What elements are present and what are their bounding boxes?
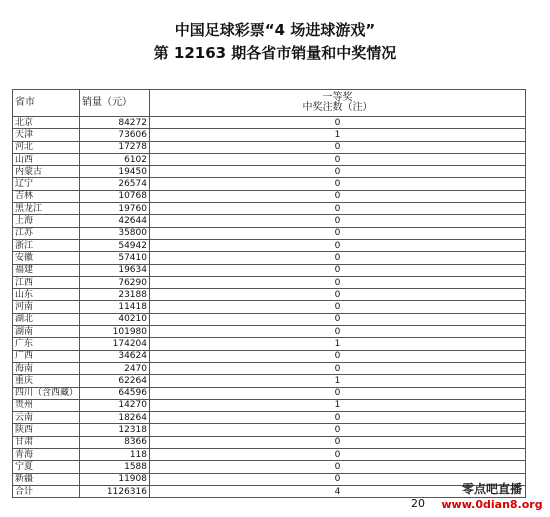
province-cell: 内蒙古: [13, 166, 80, 178]
table-row: [13, 264, 526, 276]
sales-cell: 23188: [80, 289, 150, 301]
table-row: [13, 190, 526, 202]
sales-cell: 11908: [80, 473, 150, 485]
winners-cell: 0: [150, 178, 526, 190]
winners-cell: 0: [150, 424, 526, 436]
table-row: [13, 362, 526, 374]
province-cell: 海南: [13, 362, 80, 374]
winners-cell: 0: [150, 117, 526, 129]
winners-cell: 0: [150, 473, 526, 485]
winners-cell: 0: [150, 227, 526, 239]
sales-cell: 64596: [80, 387, 150, 399]
province-cell: 湖北: [13, 313, 80, 325]
table-row: [13, 338, 526, 350]
table-row: [13, 350, 526, 362]
site-watermark: [436, 482, 548, 512]
winners-cell: 0: [150, 436, 526, 448]
header-prize-group: 一等奖: [322, 92, 353, 103]
table-header-row: [13, 90, 526, 117]
winners-cell: 0: [150, 387, 526, 399]
table-row: [13, 227, 526, 239]
province-cell: 广西: [13, 350, 80, 362]
table-row: [13, 203, 526, 215]
table-row: [13, 449, 526, 461]
province-cell: 黑龙江: [13, 203, 80, 215]
header-first-prize: [150, 90, 526, 117]
sales-cell: 76290: [80, 276, 150, 288]
table-row: [13, 412, 526, 424]
winners-cell: 1: [150, 338, 526, 350]
province-cell: 北京: [13, 117, 80, 129]
sales-cell: 14270: [80, 399, 150, 411]
table-row: [13, 239, 526, 251]
sales-cell: 1126316: [80, 485, 150, 497]
sales-cell: 101980: [80, 326, 150, 338]
winners-cell: 1: [150, 399, 526, 411]
table-row: [13, 153, 526, 165]
table-row: [13, 399, 526, 411]
sales-cell: 19634: [80, 264, 150, 276]
province-cell: 新疆: [13, 473, 80, 485]
sales-cell: 57410: [80, 252, 150, 264]
table-row: [13, 424, 526, 436]
province-cell: 四川（含西藏）: [13, 387, 80, 399]
province-cell: 山东: [13, 289, 80, 301]
province-cell: 广东: [13, 338, 80, 350]
table-row: [13, 178, 526, 190]
province-cell: 福建: [13, 264, 80, 276]
winners-cell: 0: [150, 412, 526, 424]
winners-cell: 0: [150, 362, 526, 374]
table-row: [13, 276, 526, 288]
winners-cell: 0: [150, 264, 526, 276]
watermark-name: 零点吧直播: [461, 482, 522, 496]
document-subtitle: 第 12163 期各省市销量和中奖情况: [153, 44, 397, 62]
sales-cell: 12318: [80, 424, 150, 436]
winners-cell: 1: [150, 375, 526, 387]
winners-cell: 0: [150, 141, 526, 153]
province-cell: 浙江: [13, 239, 80, 251]
sales-cell: 73606: [80, 129, 150, 141]
province-cell: 陕西: [13, 424, 80, 436]
sales-cell: 10768: [80, 190, 150, 202]
sales-cell: 2470: [80, 362, 150, 374]
header-province: 省市: [13, 90, 80, 117]
winners-cell: 0: [150, 326, 526, 338]
province-cell: 合计: [13, 485, 80, 497]
province-cell: 安徽: [13, 252, 80, 264]
province-cell: 辽宁: [13, 178, 80, 190]
winners-cell: 0: [150, 215, 526, 227]
winners-cell: 0: [150, 276, 526, 288]
province-cell: 江苏: [13, 227, 80, 239]
winners-cell: 0: [150, 313, 526, 325]
winners-cell: 0: [150, 239, 526, 251]
winners-cell: 0: [150, 449, 526, 461]
province-cell: 天津: [13, 129, 80, 141]
table-row: [13, 436, 526, 448]
sales-cell: 35800: [80, 227, 150, 239]
province-cell: 宁夏: [13, 461, 80, 473]
table-row: [13, 129, 526, 141]
sales-table-body: [13, 90, 526, 498]
winners-cell: 0: [150, 203, 526, 215]
table-row: [13, 387, 526, 399]
sales-cell: 17278: [80, 141, 150, 153]
sales-cell: 118: [80, 449, 150, 461]
table-row: [13, 461, 526, 473]
province-cell: 重庆: [13, 375, 80, 387]
table-row: [13, 375, 526, 387]
sales-cell: 54942: [80, 239, 150, 251]
table-row: [13, 313, 526, 325]
sales-cell: 34624: [80, 350, 150, 362]
table-row: [13, 289, 526, 301]
province-cell: 江西: [13, 276, 80, 288]
table-row: [13, 215, 526, 227]
winners-cell: 0: [150, 301, 526, 313]
province-cell: 云南: [13, 412, 80, 424]
sales-cell: 18264: [80, 412, 150, 424]
document-title: 中国足球彩票“4 场进球游戏”: [174, 21, 376, 39]
winners-cell: 0: [150, 166, 526, 178]
sales-cell: 174204: [80, 338, 150, 350]
sales-cell: 19450: [80, 166, 150, 178]
table-row: [13, 117, 526, 129]
sales-cell: 40210: [80, 313, 150, 325]
table-row: [13, 166, 526, 178]
sales-cell: 8366: [80, 436, 150, 448]
winners-cell: 0: [150, 461, 526, 473]
province-cell: 山西: [13, 153, 80, 165]
table-row: [13, 252, 526, 264]
table-row: [13, 301, 526, 313]
sales-cell: 26574: [80, 178, 150, 190]
sales-cell: 84272: [80, 117, 150, 129]
province-cell: 青海: [13, 449, 80, 461]
winners-cell: 0: [150, 252, 526, 264]
winners-cell: 0: [150, 153, 526, 165]
header-winners: 中奖注数（注）: [302, 102, 373, 113]
sales-cell: 11418: [80, 301, 150, 313]
sales-cell: 42644: [80, 215, 150, 227]
sales-cell: 1588: [80, 461, 150, 473]
page-number: 20: [411, 497, 425, 510]
table-row: [13, 141, 526, 153]
province-cell: 上海: [13, 215, 80, 227]
province-cell: 河南: [13, 301, 80, 313]
sales-cell: 62264: [80, 375, 150, 387]
province-cell: 贵州: [13, 399, 80, 411]
province-cell: 甘肃: [13, 436, 80, 448]
winners-cell: 1: [150, 129, 526, 141]
province-cell: 吉林: [13, 190, 80, 202]
table-row: [13, 326, 526, 338]
province-cell: 湖南: [13, 326, 80, 338]
sales-cell: 19760: [80, 203, 150, 215]
sales-cell: 6102: [80, 153, 150, 165]
winners-cell: 0: [150, 190, 526, 202]
winners-cell: 0: [150, 289, 526, 301]
province-cell: 河北: [13, 141, 80, 153]
watermark-url: www.0dian8.org: [441, 498, 543, 511]
sales-table: [12, 89, 526, 498]
winners-cell: 4: [150, 485, 526, 497]
header-sales: 销量（元）: [80, 90, 150, 117]
winners-cell: 0: [150, 350, 526, 362]
